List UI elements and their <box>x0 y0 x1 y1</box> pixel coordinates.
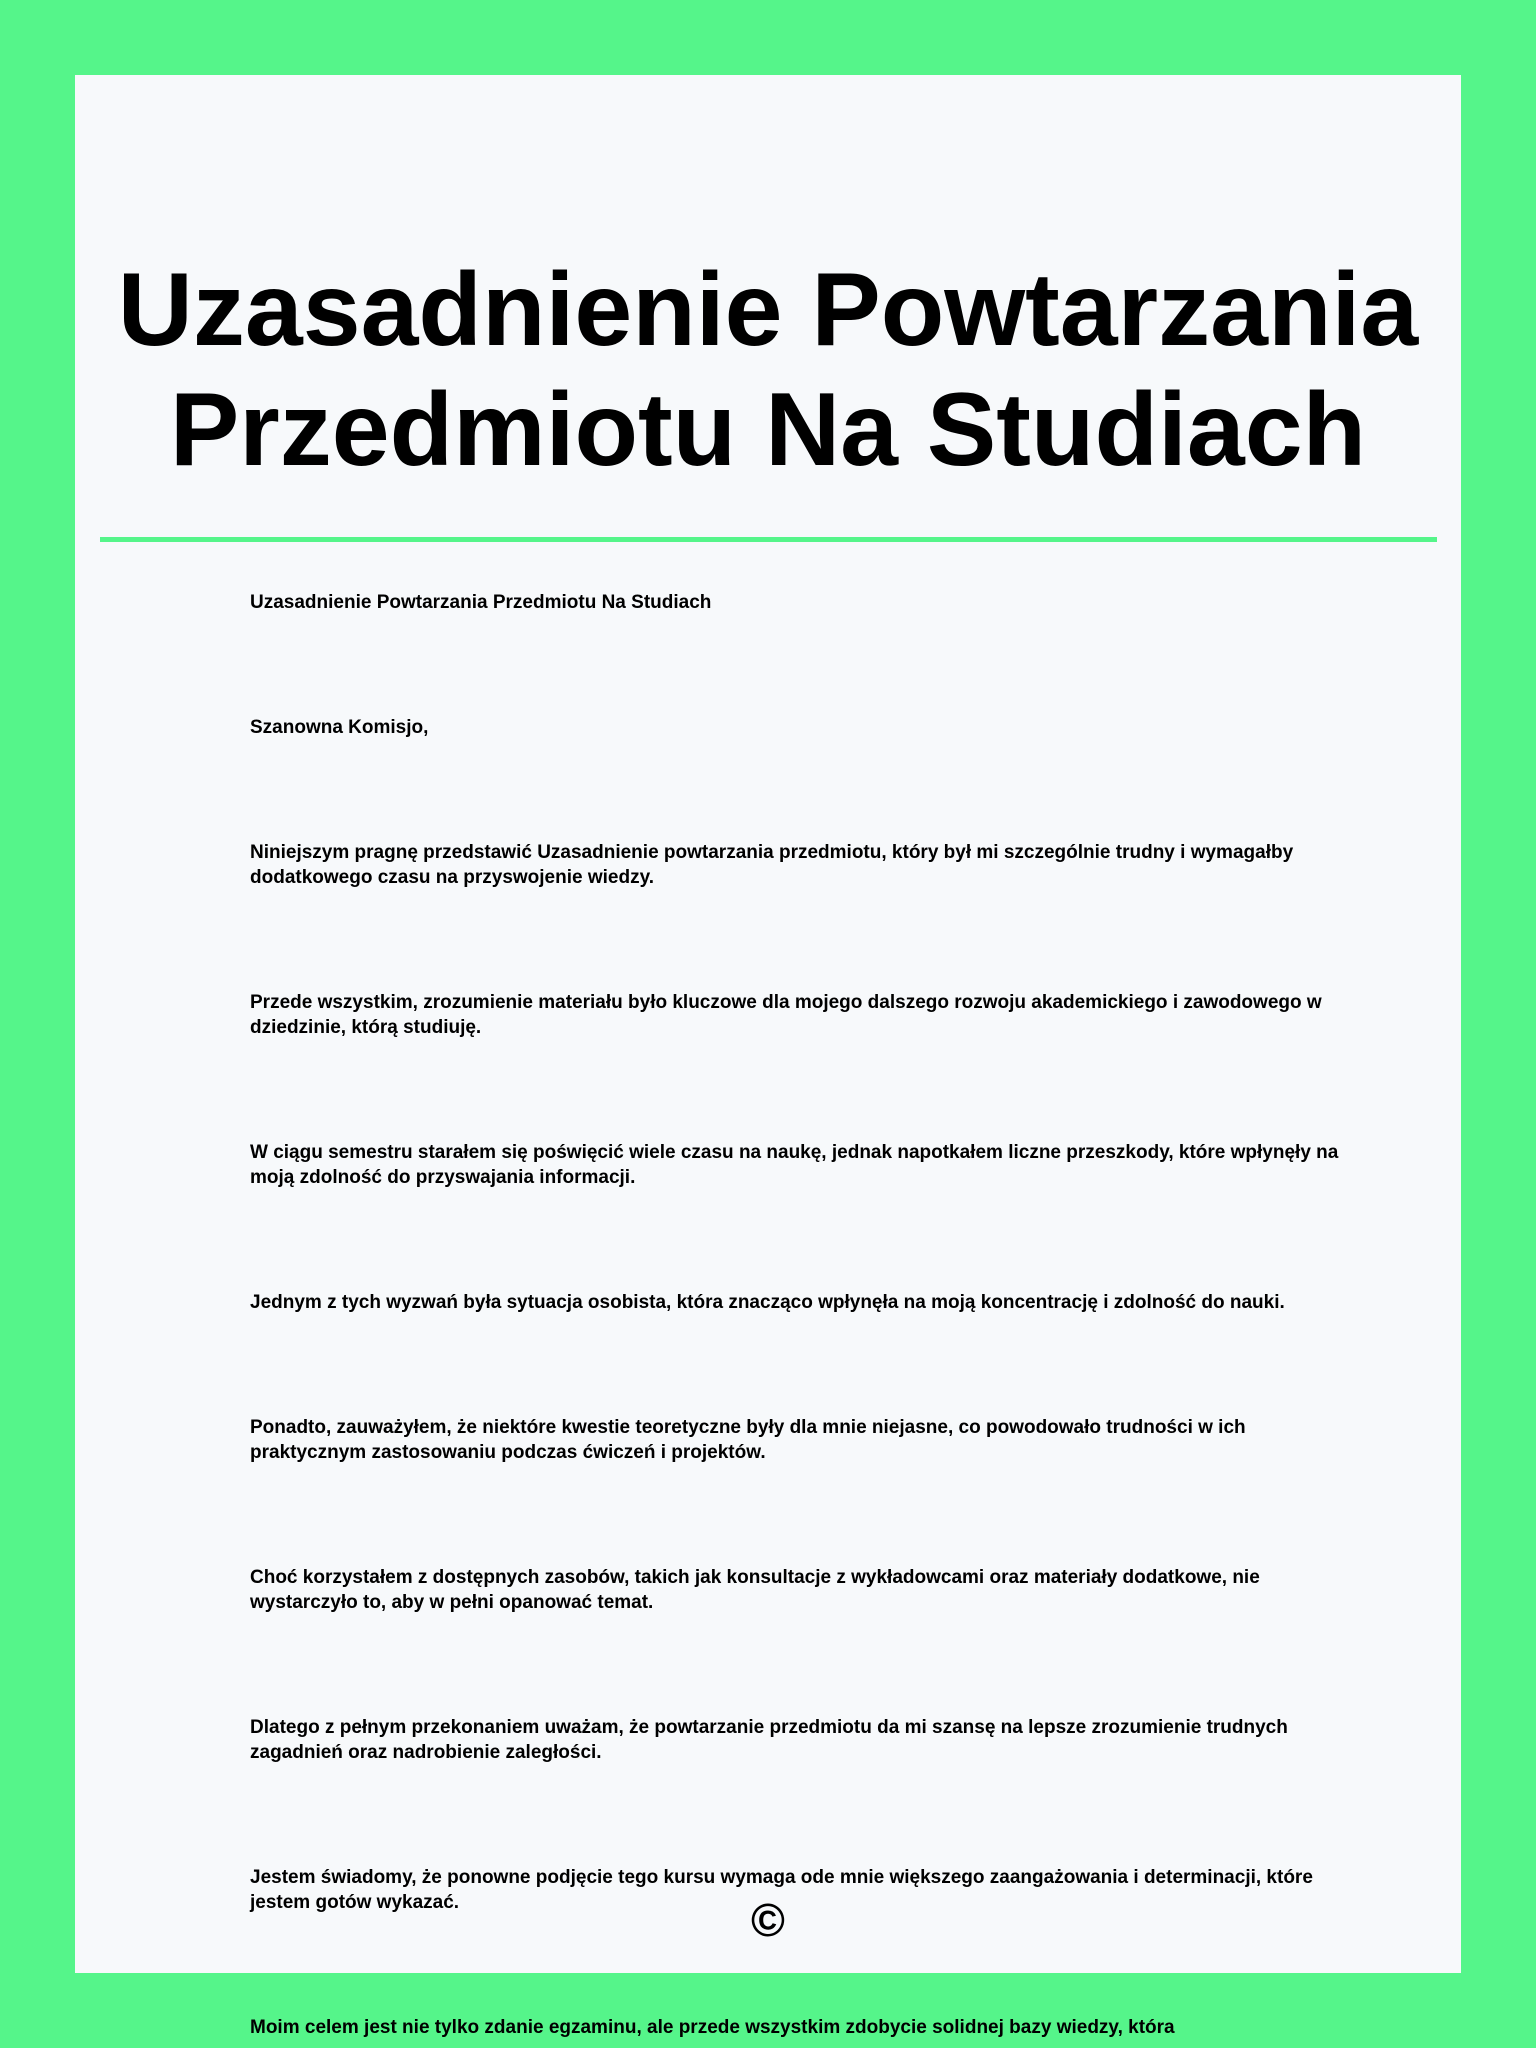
paragraph-salutation: Szanowna Komisjo, <box>250 717 429 738</box>
document-body <box>250 590 1350 2038</box>
paragraph-heading: Uzasadnienie Powtarzania Przedmiotu Na Studiach <box>250 592 712 613</box>
paragraph: Przede wszystkim, zrozumienie materiału było kluczowe dla mojego dalszego rozwoju akademickiego i zawodowego w dziedzinie, którą studiuję. <box>250 992 1322 1038</box>
paragraph: Jestem świadomy, że ponowne podjęcie tego kursu wymaga ode mnie większego zaangażowania i determinacji, które jestem gotów wykazać. <box>250 1867 1313 1913</box>
paragraph: Jednym z tych wyzwań była sytuacja osobista, która znacząco wpłynęła na moją koncentrację i zdolność do nauki. <box>250 1292 1285 1313</box>
paragraph: W ciągu semestru starałem się poświęcić wiele czasu na naukę, jednak napotkałem liczne przeszkody, które wpłynęły na moją zdolność do przyswajania informacji. <box>250 1142 1339 1188</box>
document-page <box>75 75 1461 2038</box>
paragraph: Dlatego z pełnym przekonaniem uważam, że powtarzanie przedmiotu da mi szansę na lepsze zrozumienie trudnych zagadnień oraz nadrobienie zaległości. <box>250 1717 1288 1763</box>
title-divider <box>100 537 1437 542</box>
paragraph: Ponadto, zauważyłem, że niektóre kwestie teoretyczne były dla mnie niejasne, co powodowało trudności w ich praktycznym zastosowaniu podczas ćwiczeń i projektów. <box>250 1417 1246 1463</box>
page-title: Uzasadnienie Powtarzania Przedmiotu Na Studiach <box>117 252 1419 488</box>
paragraph-truncated: Moim celem jest nie tylko zdanie egzaminu, ale przede wszystkim zdobycie solidnej bazy wiedzy, która <box>250 2017 1175 2038</box>
paragraph: Choć korzystałem z dostępnych zasobów, takich jak konsultacje z wykładowcami oraz materiały dodatkowe, nie wystarczyło to, aby w pełni opanować temat. <box>250 1567 1260 1613</box>
paragraph: Niniejszym pragnę przedstawić Uzasadnienie powtarzania przedmiotu, który był mi szczególnie trudny i wymagałby dodatkowego czasu na przyswojenie wiedzy. <box>250 842 1294 888</box>
copyright-symbol: © <box>751 1894 785 1946</box>
